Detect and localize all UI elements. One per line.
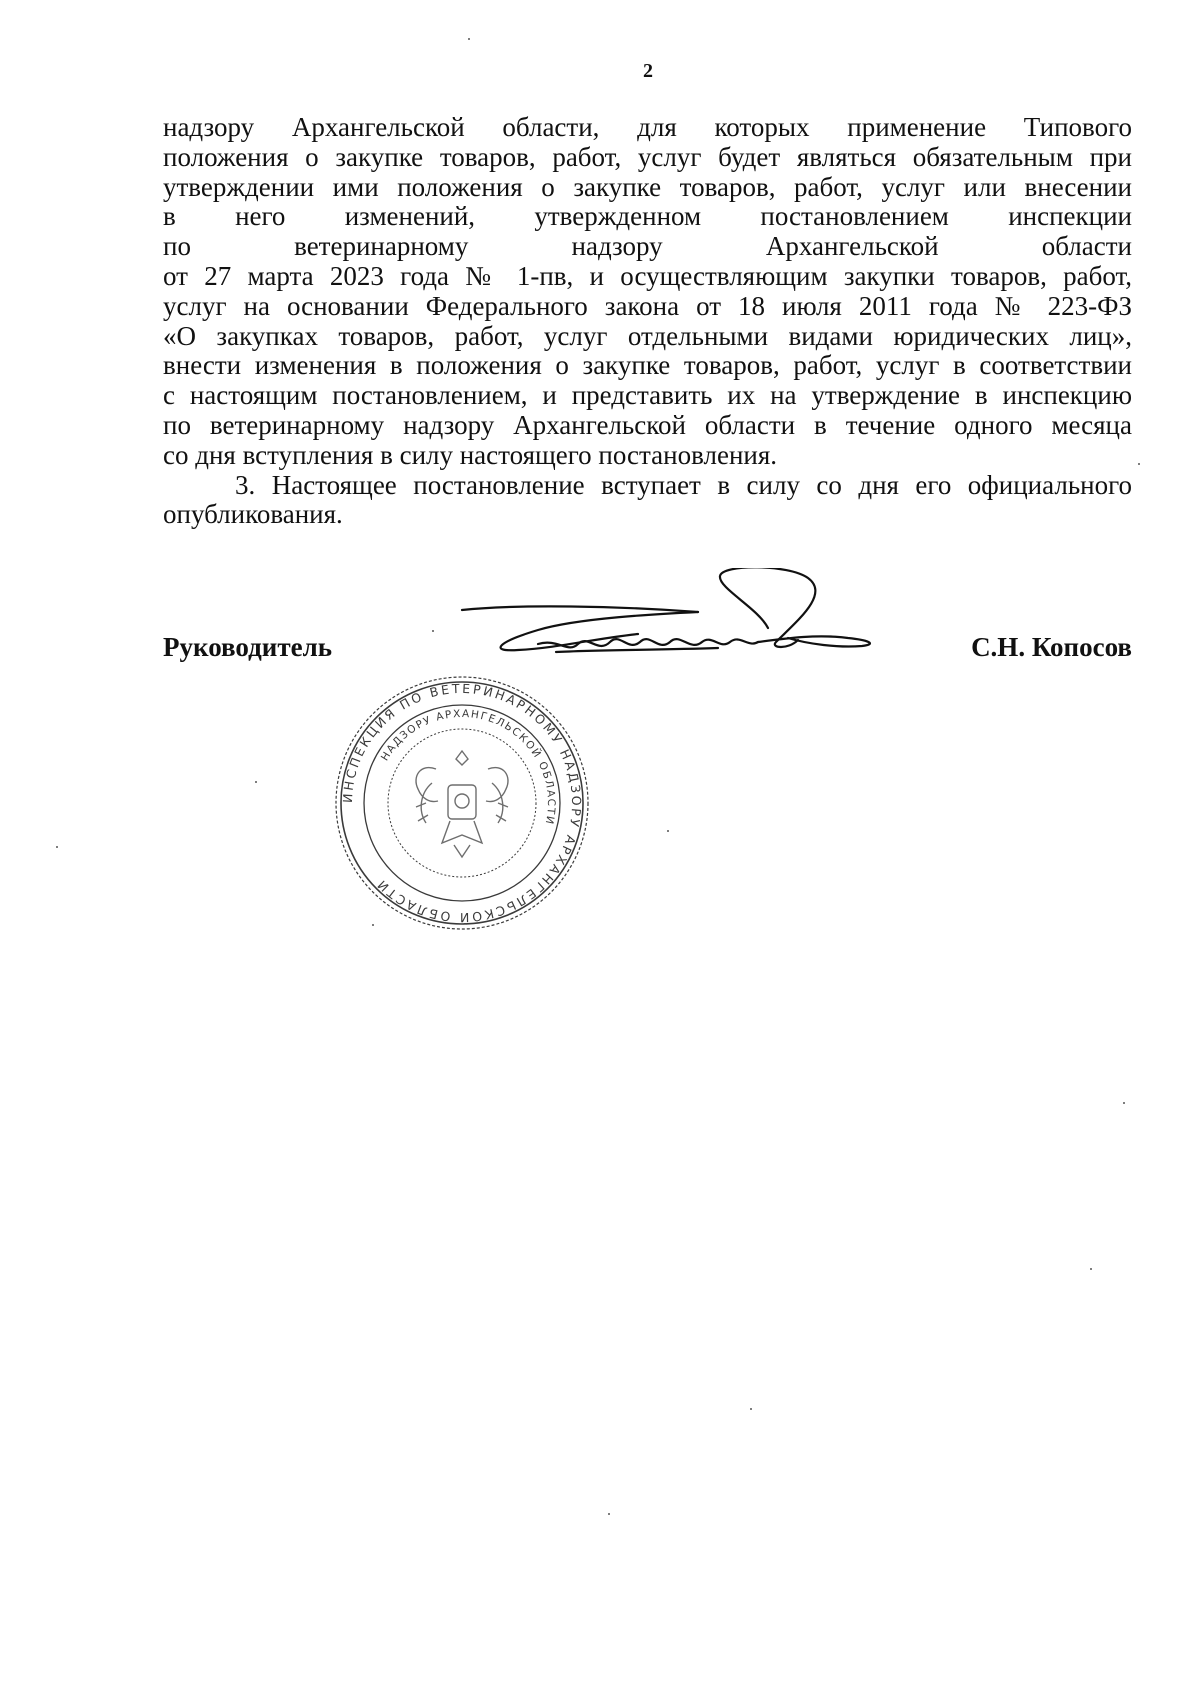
scan-speck [372,924,374,926]
scan-speck [667,830,669,832]
seal-inner-text: НАДЗОРУ АРХАНГЕЛЬСКОЙ ОБЛАСТИ [378,707,558,827]
signer-position: Руководитель [163,632,333,662]
scan-speck [468,38,470,40]
text-line: услуг на основании Федерального закона от 18 июля 2011 года № 223-ФЗ [163,290,1132,321]
text-line: со дня вступления в силу настоящего постановления. [163,439,778,470]
scan-speck [750,1408,752,1410]
text-line: по ветеринарному надзору Архангельской области [163,231,1132,262]
text-line: от 27 марта 2023 года № 1-пв, и осуществляющим закупки товаров, работ, [163,260,1132,291]
seal-outer-text: ИНСПЕКЦИЯ ПО ВЕТЕРИНАРНОМУ НАДЗОРУ АРХАНГЕЛЬСКОЙ ОБЛАСТИ [339,680,585,926]
official-seal [332,673,592,933]
text-line: по ветеринарному надзору Архангельской области в течение одного месяца [163,409,1132,440]
scan-speck [56,846,58,848]
text-line: положения о закупке товаров, работ, услуг будет являться обязательным при [163,141,1132,172]
text-line: надзору Архангельской области, для которых применение Типового [163,112,1132,142]
scan-speck [255,781,257,783]
text-line: «О закупках товаров, работ, услуг отдельными видами юридических лиц», [163,320,1132,351]
scan-speck [1123,1102,1125,1104]
text-line: опубликования. [163,499,343,530]
page-number: 2 [643,60,653,82]
signer-name: С.Н. Копосов [971,632,1132,662]
text-line: внести изменения в положения о закупке товаров, работ, услуг в соответствии [163,350,1132,381]
text-line: утверждении ими положения о закупке товаров, работ, услуг или внесении [163,171,1132,202]
coat-of-arms-icon [416,751,508,857]
text-line: в него изменений, утвержденном постановлением инспекции [163,201,1132,232]
scan-speck [1138,463,1140,465]
svg-text:НАДЗОРУ АРХАНГЕЛЬСКОЙ ОБЛАСТИ [379,708,557,826]
scan-speck [608,1513,610,1515]
document-body [163,113,1132,530]
handwritten-signature [458,568,908,678]
scan-speck [1090,1268,1092,1270]
text-line: 3. Настоящее постановление вступает в силу со дня его официального [235,469,1132,500]
text-line: с настоящим постановлением, и представить их на утверждение в инспекцию [163,380,1132,411]
scan-speck [432,630,434,632]
